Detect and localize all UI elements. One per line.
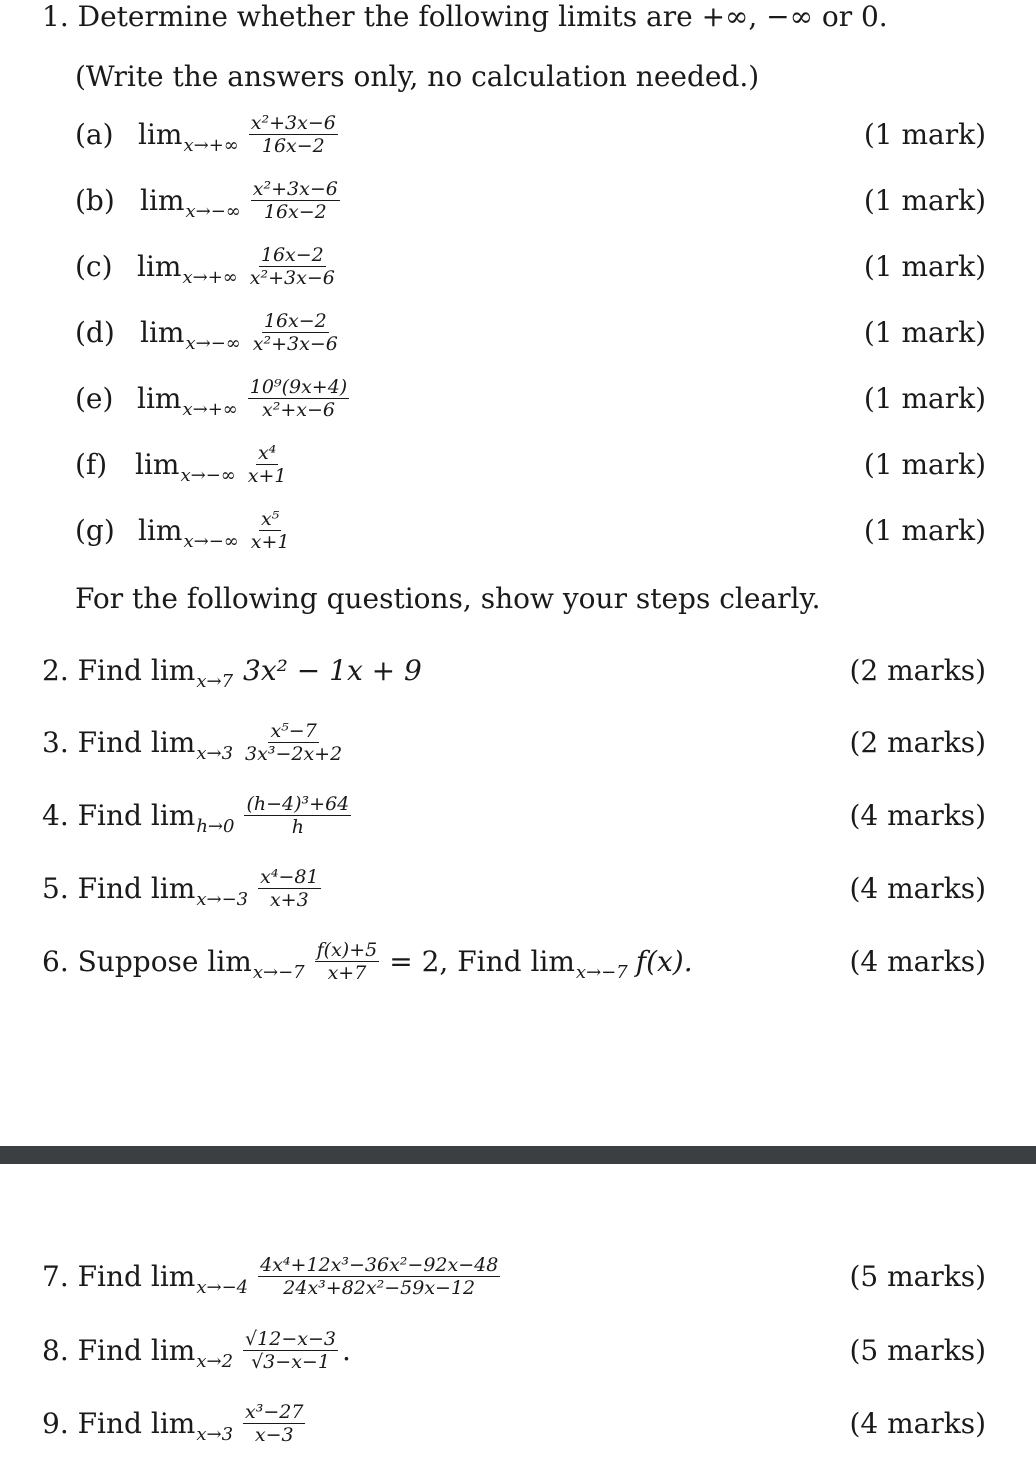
q1-heading [42, 0, 888, 33]
lim-operator: lim [140, 184, 185, 217]
question-4 [0, 787, 1036, 847]
lim-subscript: x→3 [196, 1424, 234, 1445]
question-text [42, 1401, 305, 1446]
marks: (1 mark) [863, 118, 986, 151]
numerator: 16x−2 [260, 244, 324, 266]
marks: (1 mark) [863, 514, 986, 547]
fraction [243, 1401, 305, 1446]
fraction [258, 866, 320, 911]
fraction [246, 442, 289, 487]
equation-tail: = 2, Find lim [389, 945, 575, 978]
fraction [249, 112, 338, 157]
numerator: 4x⁴+12x³−36x²−92x−48 [260, 1254, 499, 1276]
lim-operator: lim [150, 654, 196, 687]
lim-operator: lim [150, 872, 196, 905]
lim-subscript: x→+∞ [183, 135, 239, 156]
numerator: x⁴ [257, 442, 277, 464]
fraction [249, 508, 292, 553]
question-text [42, 1328, 351, 1373]
fraction [251, 310, 340, 355]
lim-operator: lim [140, 316, 185, 349]
denominator: x+1 [247, 465, 287, 487]
question-text [42, 793, 351, 838]
instructions: For the following questions, show your steps clearly. [75, 582, 821, 615]
limit-expression [140, 178, 340, 223]
lim-subscript: x→−3 [196, 889, 249, 910]
marks: (4 marks) [849, 872, 986, 905]
fraction [248, 376, 349, 421]
q1-number: 1. [42, 0, 69, 33]
lim-subscript: x→−∞ [183, 531, 239, 552]
denominator: x−3 [254, 1424, 294, 1446]
limit-expression [138, 112, 338, 157]
q1-part-b [0, 172, 1036, 232]
lim-operator: lim [135, 448, 180, 481]
question-text [42, 939, 693, 984]
part-label: (g) [75, 514, 115, 547]
denominator: 16x−2 [261, 135, 325, 157]
fraction [315, 939, 380, 984]
question-prefix: Find [77, 726, 142, 759]
page-divider [0, 1146, 1036, 1164]
denominator: x²+x−6 [262, 399, 335, 421]
fraction [243, 720, 344, 765]
q1-part-g [0, 502, 1036, 562]
marks: (1 mark) [863, 184, 986, 217]
question-7 [0, 1248, 1036, 1308]
question-3 [0, 714, 1036, 774]
numerator: x⁵ [260, 508, 280, 530]
question-9 [0, 1395, 1036, 1455]
limit-function: 3x² − 1x + 9 [243, 654, 422, 687]
numerator: √12−x−3 [245, 1328, 336, 1350]
denominator: h [291, 816, 304, 838]
part-label: (f) [75, 448, 108, 481]
denominator: x+3 [269, 889, 309, 911]
question-prefix: Find [77, 799, 142, 832]
denominator: √3−x−1 [251, 1351, 330, 1373]
numerator: 16x−2 [263, 310, 327, 332]
lim-subscript: x→+∞ [182, 267, 238, 288]
limit-expression [138, 508, 292, 553]
marks: (2 marks) [849, 654, 986, 687]
question-text [42, 866, 321, 911]
lim-subscript: x→7 [196, 671, 234, 692]
marks: (2 marks) [849, 726, 986, 759]
marks: (5 marks) [849, 1260, 986, 1293]
fraction [244, 793, 351, 838]
q1-title: Determine whether the following limits are +∞, −∞ or 0. [77, 0, 888, 33]
numerator: x⁵−7 [270, 720, 317, 742]
lim-operator: lim [137, 382, 182, 415]
question-text [42, 654, 422, 692]
numerator: x²+3x−6 [252, 178, 338, 200]
denominator: 24x³+82x²−59x−12 [283, 1277, 476, 1299]
question-8 [0, 1322, 1036, 1382]
question-prefix: Find [77, 1407, 142, 1440]
lim-subscript: x→−4 [196, 1277, 249, 1298]
lim-subscript: x→+∞ [182, 399, 238, 420]
numerator: (h−4)³+64 [246, 793, 350, 815]
marks: (4 marks) [849, 945, 986, 978]
period: . [341, 1334, 351, 1367]
question-number: 4. [42, 799, 69, 832]
q1-part-a [0, 106, 1036, 166]
fraction [248, 244, 337, 289]
lim-subscript: x→−∞ [180, 465, 236, 486]
denominator: x²+3x−6 [249, 267, 335, 289]
part-label: (b) [75, 184, 115, 217]
lim-subscript: x→−7 [575, 962, 628, 983]
numerator: x⁴−81 [260, 866, 319, 888]
q1-part-f [0, 436, 1036, 496]
q1-part-d [0, 304, 1036, 364]
lim-operator: lim [137, 250, 182, 283]
question-number: 2. [42, 654, 69, 687]
limit-expression [137, 376, 349, 421]
marks: (1 mark) [863, 250, 986, 283]
question-prefix: Suppose [77, 945, 199, 978]
lim-subscript: x→3 [196, 743, 234, 764]
question-number: 9. [42, 1407, 69, 1440]
lim-operator: lim [207, 945, 252, 978]
limit-expression [135, 442, 289, 487]
question-prefix: Find [77, 1260, 142, 1293]
q1-part-c [0, 238, 1036, 298]
fraction [258, 1254, 500, 1299]
q1-part-e [0, 370, 1036, 430]
part-label: (e) [75, 382, 114, 415]
question-number: 3. [42, 726, 69, 759]
numerator: x²+3x−6 [250, 112, 336, 134]
lim-subscript: h→0 [196, 816, 235, 837]
denominator: x+1 [250, 531, 290, 553]
marks: (1 mark) [863, 382, 986, 415]
denominator: 3x³−2x+2 [245, 743, 343, 765]
lim-operator: lim [150, 1334, 196, 1367]
limit-function: f(x). [635, 945, 693, 978]
question-number: 7. [42, 1260, 69, 1293]
marks: (1 mark) [863, 316, 986, 349]
question-prefix: Find [77, 654, 142, 687]
lim-subscript: x→−∞ [185, 333, 241, 354]
numerator: f(x)+5 [316, 939, 378, 961]
question-text [42, 1254, 500, 1299]
question-number: 6. [42, 945, 69, 978]
marks: (1 mark) [863, 448, 986, 481]
lim-operator: lim [150, 1407, 196, 1440]
fraction [243, 1328, 338, 1373]
question-text [42, 720, 344, 765]
lim-operator: lim [150, 1260, 196, 1293]
marks: (4 marks) [849, 799, 986, 832]
limit-expression [140, 310, 340, 355]
lim-subscript: x→2 [196, 1351, 234, 1372]
question-number: 8. [42, 1334, 69, 1367]
lim-operator: lim [150, 799, 196, 832]
part-label: (c) [75, 250, 113, 283]
lim-subscript: x→−7 [252, 962, 305, 983]
question-5 [0, 860, 1036, 920]
part-label: (d) [75, 316, 115, 349]
question-2 [0, 640, 1036, 700]
lim-subscript: x→−∞ [185, 201, 241, 222]
denominator: x+7 [327, 962, 367, 984]
numerator: x³−27 [245, 1401, 304, 1423]
marks: (5 marks) [849, 1334, 986, 1367]
limit-expression [137, 244, 337, 289]
q1-note: (Write the answers only, no calculation needed.) [75, 60, 760, 93]
marks: (4 marks) [849, 1407, 986, 1440]
lim-operator: lim [138, 514, 183, 547]
lim-operator: lim [150, 726, 196, 759]
part-label: (a) [75, 118, 114, 151]
question-prefix: Find [77, 872, 142, 905]
question-6 [0, 933, 1036, 993]
denominator: x²+3x−6 [252, 333, 338, 355]
question-prefix: Find [77, 1334, 142, 1367]
fraction [251, 178, 340, 223]
question-number: 5. [42, 872, 69, 905]
numerator: 10⁹(9x+4) [249, 376, 348, 398]
denominator: 16x−2 [263, 201, 327, 223]
lim-operator: lim [138, 118, 183, 151]
